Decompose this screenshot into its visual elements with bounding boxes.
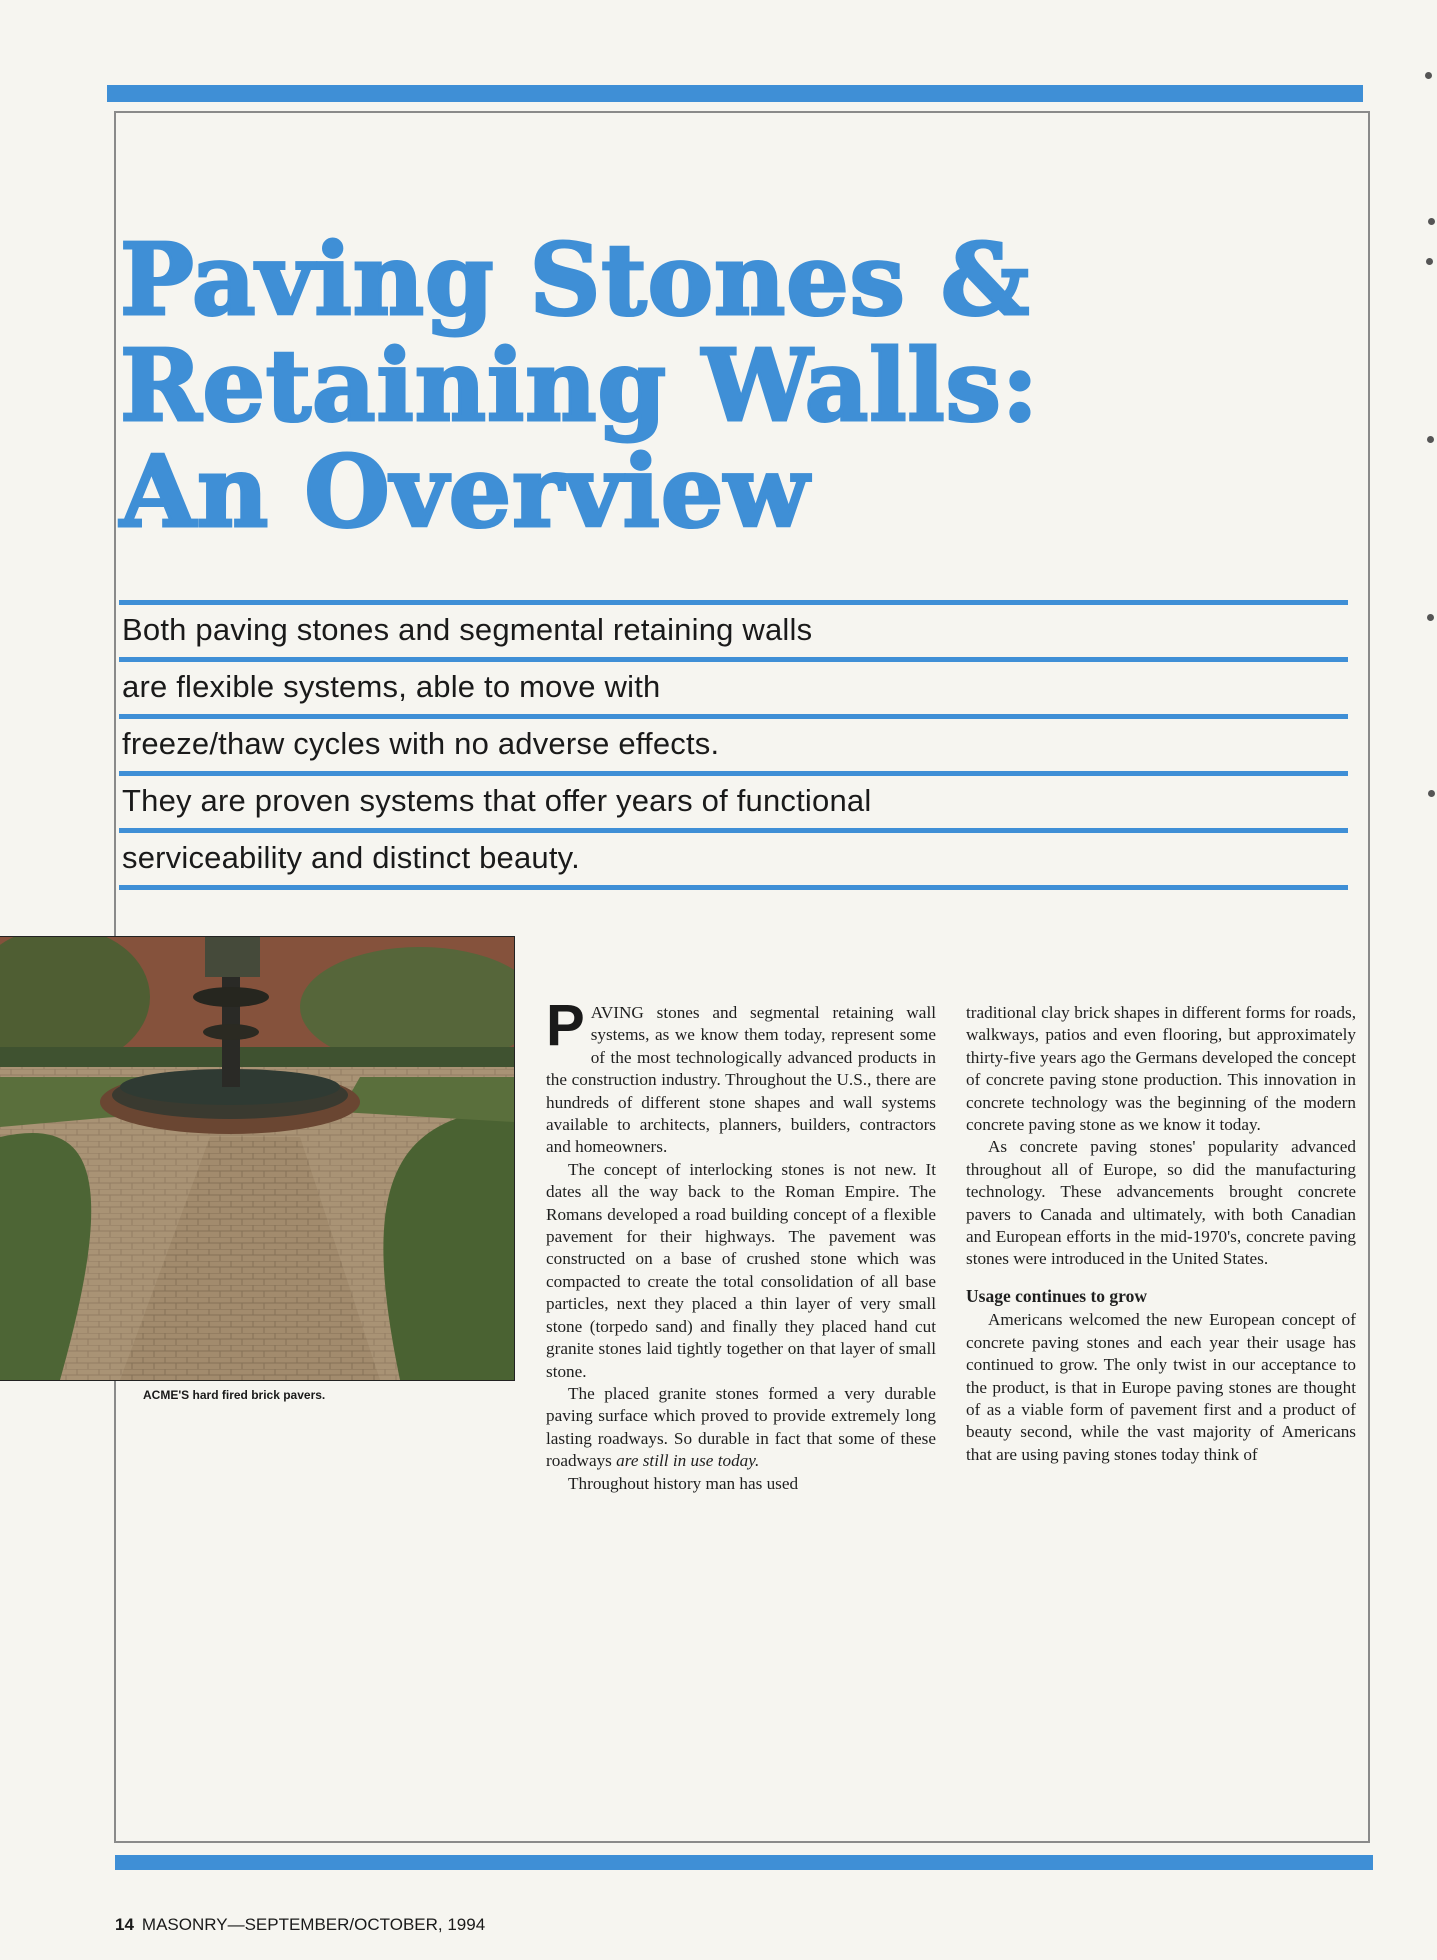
drop-cap: P [546,993,585,1058]
paragraph: Americans welcomed the new European concept of concrete paving stones and each year their usage has continued to grow. The only twist in our acceptance to the product, is that in Europe paving stones are thought of as a viable form of pavement first and a product of beauty second, while the vast majority of Americans that are using paving stones today think of [966,1310,1356,1464]
binding-mark [1426,258,1433,265]
deck-line-1: Both paving stones and segmental retaining walls [122,612,813,647]
publication-line: MASONRY—SEPTEMBER/OCTOBER, 1994 [141,1915,486,1934]
paragraph: The concept of interlocking stones is not new. It dates all the way back to the Roman Empire. The Romans developed a road building concept of a flexible pavement for their highways. The pavement was constructed on a base of crushed stone which was compacted to create the total consolidation of all base particles, next they placed a thin layer of very small stone (torpedo sand) and finally they placed hand cut granite stones laid tightly together on that layer of small stone. [546,1159,936,1381]
garden-fountain-photo [0,937,514,1380]
article-column-2 [966,1002,1356,1466]
deck-line-5: serviceability and distinct beauty. [122,840,580,875]
binding-mark [1427,614,1434,621]
section-heading: Usage continues to grow [966,1285,1147,1306]
lead-word: AVING [590,1003,644,1022]
deck-rule [119,885,1348,890]
paragraph: Throughout history man has used [568,1473,799,1493]
title-line-1: Paving Stones & [120,223,1031,338]
frame-right-rule [1368,111,1370,1843]
photo-caption: ACME'S hard fired brick pavers. [143,1388,326,1402]
frame-top-rule [114,111,1370,113]
article-title [120,223,1040,550]
page-footer [115,1915,485,1935]
page-number: 14 [115,1915,134,1934]
binding-mark [1428,790,1435,797]
title-line-3: An Overview [120,435,810,550]
frame-bottom-rule [114,1841,1370,1843]
emphasis-text: are still in use today. [616,1451,760,1471]
binding-mark [1427,436,1434,443]
binding-mark [1428,218,1435,225]
article-deck [118,600,1348,890]
paragraph-text: The placed granite stones formed a very durable paving surface which proved to provide extremely long lasting roadways. So durable in fact that some of these roadways [546,1383,936,1471]
deck-line-3: freeze/thaw cycles with no adverse effects. [122,726,720,761]
article-column-1 [546,993,936,1495]
paragraph-text: stones and segmental retaining wall systems, as we know them today, represent some of the most technologically advanced products in the construction industry. Throughout the U.S., there are hundreds of different stone shapes and wall systems available to architects, planners, builders, contractors and homeowners. [546,1003,936,1157]
paragraph: As concrete paving stones' popularity advanced throughout all of Europe, so did the manufacturing technology. These advancements brought concrete pavers to Canada and ultimately, with both Canadian and European efforts in the mid-1970's, concrete paving stones were introduced in the United States. [966,1137,1356,1269]
title-line-2: Retaining Walls: [120,329,1040,444]
binding-mark [1425,72,1432,79]
paragraph [546,1383,936,1473]
deck-line-4: They are proven systems that offer years of functional [122,783,872,818]
paragraph: traditional clay brick shapes in different forms for roads, walkways, patios and even flooring, but approximately thirty-five years ago the Germans developed the concept of concrete paving stone production. This innovation in concrete technology was the beginning of the modern concrete paving stone as we know it today. [966,1003,1356,1135]
paragraph [546,993,936,1159]
deck-line-2: are flexible systems, able to move with [122,669,661,704]
top-accent-bar [107,85,1363,102]
bottom-accent-bar [115,1855,1373,1870]
